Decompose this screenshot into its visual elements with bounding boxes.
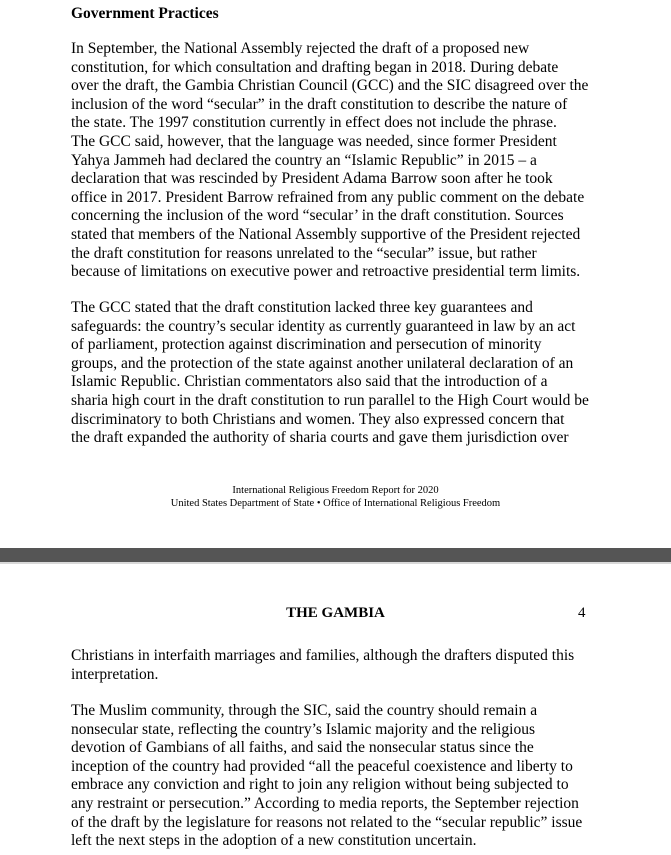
- text-line: of the draft by the legislature for reasons not related to the “secular republic” issue: [71, 813, 583, 831]
- text-line: left the next steps in the adoption of a new constitution uncertain.: [71, 832, 477, 850]
- text-line: safeguards: the country’s secular identity as currently guaranteed in law by an act: [71, 317, 576, 335]
- text-line: inclusion of the word “secular” in the draft constitution to describe the nature of: [71, 95, 568, 113]
- page-number: 4: [578, 605, 586, 621]
- text-line: sharia high court in the draft constitution to run parallel to the High Court would be: [71, 391, 589, 409]
- text-line: The GCC stated that the draft constitution lacked three key guarantees and: [71, 299, 533, 316]
- text-line: groups, and the protection of the state against another unilateral declaration of an: [71, 354, 574, 372]
- text-line: inception of the country had provided “all the peaceful coexistence and liberty to: [71, 757, 573, 775]
- page-footer-department: United States Department of State • Office of International Religious Freedom: [170, 498, 501, 509]
- section-heading: Government Practices: [71, 5, 219, 22]
- text-line: declaration that was rescinded by President Adama Barrow soon after he took: [71, 170, 553, 188]
- paragraph-constitution-debate: [71, 40, 616, 282]
- text-line: Christians in interfaith marriages and families, although the drafters disputed this: [71, 647, 575, 664]
- page-footer-report-title: International Religious Freedom Report for 2020: [232, 485, 439, 496]
- page-header-title: THE GAMBIA: [286, 605, 385, 621]
- text-line: interpretation.: [71, 665, 159, 683]
- text-line: In September, the National Assembly rejected the draft of a proposed new: [71, 40, 530, 57]
- text-line: constitution, for which consultation and drafting began in 2018. During debate: [71, 58, 559, 76]
- text-line: The GCC said, however, that the language was needed, since former President: [71, 132, 557, 150]
- text-line: the draft constitution for reasons unrelated to the “secular” issue, but rather: [71, 244, 537, 262]
- text-line: office in 2017. President Barrow refrained from any public comment on the debate: [71, 188, 585, 206]
- text-line: the state. The 1997 constitution currently in effect does not include the phrase.: [71, 114, 557, 132]
- paragraph-muslim-community: [71, 702, 616, 851]
- text-line: over the draft, the Gambia Christian Council (GCC) and the SIC disagreed over the: [71, 77, 589, 95]
- paragraph-interfaith-marriages: [71, 647, 616, 684]
- text-line: the draft expanded the authority of sharia courts and gave them jurisdiction over: [71, 429, 569, 447]
- document-page-bottom: [0, 564, 671, 855]
- text-line: Yahya Jammeh had declared the country an “Islamic Republic” in 2015 – a: [71, 151, 537, 169]
- page-separator: [0, 548, 671, 562]
- text-line: stated that members of the National Assembly supportive of the President rejected: [71, 225, 581, 243]
- text-line: Islamic Republic. Christian commentators also said that the introduction of a: [71, 373, 548, 391]
- text-line: of parliament, protection against discrimination and persecution of minority: [71, 336, 542, 354]
- text-line: embrace any conviction and right to join any religion without being subjected to: [71, 776, 569, 794]
- paragraph-gcc-guarantees: [71, 299, 616, 448]
- text-line: nonsecular state, reflecting the country’s Islamic majority and the religious: [71, 720, 535, 738]
- text-line: devotion of Gambians of all faiths, and said the nonsecular status since the: [71, 739, 534, 757]
- text-line: concerning the inclusion of the word “secular’ in the draft constitution. Sources: [71, 207, 564, 225]
- text-line: because of limitations on executive power and retroactive presidential term limits.: [71, 263, 581, 281]
- text-line: any restraint or persecution.” According to media reports, the September rejection: [71, 794, 579, 812]
- text-line: The Muslim community, through the SIC, said the country should remain a: [71, 702, 538, 719]
- text-line: discriminatory to both Christians and women. They also expressed concern that: [71, 410, 565, 428]
